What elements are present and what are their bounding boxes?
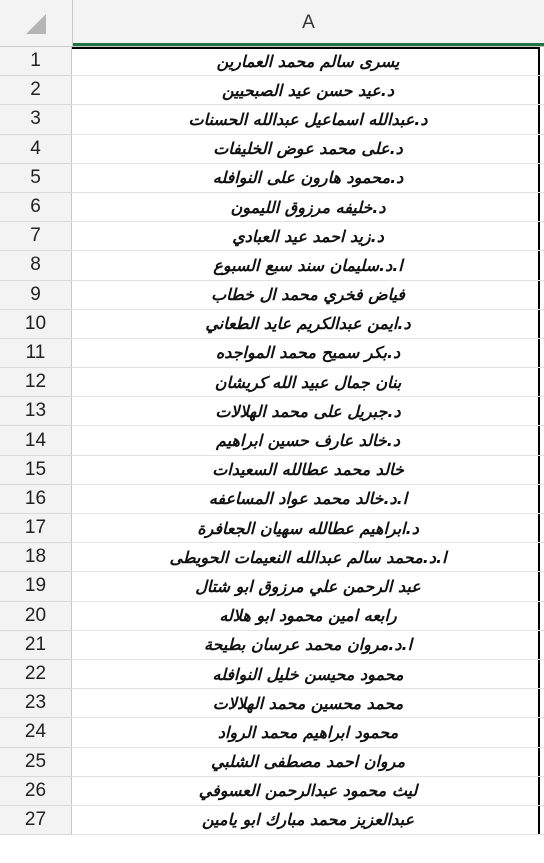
sheet-row: [0, 251, 544, 280]
sheet-row: [0, 689, 544, 718]
row-header[interactable]: 5: [0, 164, 72, 193]
row-header[interactable]: 11: [0, 339, 72, 368]
sheet-row: [0, 426, 544, 455]
cell-value: ا.د.مروان محمد عرسان بطيحة: [203, 635, 413, 655]
sheet-row: [0, 602, 544, 631]
cell-a[interactable]: [72, 397, 544, 426]
sheet-row: [0, 806, 544, 835]
cell-a[interactable]: [72, 660, 544, 689]
cell-value: د.عيد حسن عيد الصبحيين: [222, 80, 394, 100]
cell-value: د.عبدالله اسماعيل عبدالله الحسنات: [188, 109, 428, 129]
cell-value: ا.د.سليمان سند سبع السبوع: [213, 255, 403, 275]
cell-a[interactable]: [72, 602, 544, 631]
cell-value: د.محمود هارون على النوافله: [212, 168, 404, 188]
cell-value: عبدالعزيز محمد مبارك ابو يامين: [202, 810, 415, 830]
cell-a[interactable]: [72, 718, 544, 747]
cell-value: د.ايمن عبدالكريم عايد الطعاني: [205, 314, 411, 334]
cell-value: فياض فخري محمد ال خطاب: [211, 285, 405, 305]
cell-value: مروان احمد مصطفى الشلبي: [210, 752, 406, 772]
cell-value: رابعه امين محمود ابو هلاله: [219, 606, 397, 626]
sheet-row: [0, 660, 544, 689]
cell-a[interactable]: [72, 631, 544, 660]
row-header[interactable]: 16: [0, 485, 72, 514]
cell-value: ا.د.خالد محمد عواد المساعفه: [208, 489, 408, 509]
cell-value: يسرى سالم محمد العمارين: [216, 51, 400, 71]
cell-value: محمود محيسن خليل النوافله: [212, 664, 404, 684]
row-header[interactable]: 17: [0, 514, 72, 543]
row-header[interactable]: 13: [0, 397, 72, 426]
cell-value: محمود ابراهيم محمد الرواد: [217, 722, 399, 742]
column-header-selection-indicator: [73, 43, 544, 46]
row-header[interactable]: 22: [0, 660, 72, 689]
row-header[interactable]: 23: [0, 689, 72, 718]
cell-a[interactable]: [72, 689, 544, 718]
cell-value: محمد محسين محمد الهلالات: [212, 693, 404, 713]
sheet-row: [0, 368, 544, 397]
cell-a[interactable]: [72, 310, 544, 339]
sheet-row: [0, 397, 544, 426]
sheet-row: [0, 222, 544, 251]
sheet-row: [0, 105, 544, 134]
row-header[interactable]: 8: [0, 251, 72, 280]
cell-value: د.جبريل على محمد الهلالات: [215, 401, 401, 421]
sheet-row: [0, 572, 544, 601]
cell-a[interactable]: [72, 164, 544, 193]
cell-a[interactable]: [72, 806, 544, 835]
row-header[interactable]: 14: [0, 426, 72, 455]
row-header[interactable]: 21: [0, 631, 72, 660]
cell-a[interactable]: [72, 543, 544, 572]
cell-a[interactable]: [72, 368, 544, 397]
row-header[interactable]: 27: [0, 806, 72, 835]
cell-value: بنان جمال عبيد الله كريشان: [214, 372, 402, 392]
cell-value: عبد الرحمن علي مرزوق ابو شتال: [195, 576, 421, 596]
cell-a[interactable]: [72, 426, 544, 455]
cell-a[interactable]: [72, 105, 544, 134]
sheet-row: [0, 47, 544, 76]
select-all-corner[interactable]: [0, 0, 73, 46]
cell-a[interactable]: [72, 193, 544, 222]
cell-value: د.على محمد عوض الخليفات: [213, 139, 403, 159]
row-header[interactable]: 4: [0, 135, 72, 164]
sheet-row: [0, 76, 544, 105]
cell-a[interactable]: [72, 456, 544, 485]
cell-a[interactable]: [72, 222, 544, 251]
sheet-row: [0, 456, 544, 485]
row-header[interactable]: 7: [0, 222, 72, 251]
sheet-grid: [0, 47, 544, 835]
cell-a[interactable]: [72, 777, 544, 806]
row-header[interactable]: 12: [0, 368, 72, 397]
cell-a[interactable]: [72, 251, 544, 280]
sheet-row: [0, 718, 544, 747]
row-header[interactable]: 26: [0, 777, 72, 806]
select-all-triangle-icon: [26, 14, 46, 34]
sheet-row: [0, 485, 544, 514]
cell-a[interactable]: [72, 135, 544, 164]
cell-a[interactable]: [72, 281, 544, 310]
cell-a[interactable]: [72, 485, 544, 514]
cell-a[interactable]: [72, 339, 544, 368]
cell-a[interactable]: [72, 76, 544, 105]
sheet-row: [0, 281, 544, 310]
cell-value: د.زيد احمد عيد العبادي: [232, 226, 384, 246]
row-header[interactable]: 9: [0, 281, 72, 310]
row-header[interactable]: 15: [0, 456, 72, 485]
row-header[interactable]: 6: [0, 193, 72, 222]
cell-a[interactable]: [72, 514, 544, 543]
cell-value: خالد محمد عطالله السعيدات: [212, 460, 404, 480]
cell-value: ليث محمود عبدالرحمن العسوفي: [198, 781, 418, 801]
sheet-row: [0, 631, 544, 660]
sheet-row: [0, 777, 544, 806]
cell-value: د.بكر سميح محمد المواجده: [215, 343, 401, 363]
sheet-row: [0, 164, 544, 193]
column-header-a[interactable]: A: [73, 0, 544, 46]
row-header[interactable]: 1: [0, 47, 72, 76]
cell-a[interactable]: [72, 748, 544, 777]
row-header[interactable]: 2: [0, 76, 72, 105]
sheet-header: [0, 0, 544, 47]
row-header[interactable]: 25: [0, 748, 72, 777]
cell-value: ا.د.محمد سالم عبدالله النعيمات الحويطى: [169, 547, 447, 567]
sheet-row: [0, 310, 544, 339]
row-header[interactable]: 3: [0, 105, 72, 134]
cell-value: د.خليفه مرزوق الليمون: [230, 197, 386, 217]
row-header[interactable]: 18: [0, 543, 72, 572]
row-header[interactable]: 19: [0, 572, 72, 601]
cell-a[interactable]: [72, 572, 544, 601]
sheet-row: [0, 339, 544, 368]
row-header[interactable]: 24: [0, 718, 72, 747]
sheet-row: [0, 543, 544, 572]
sheet-row: [0, 193, 544, 222]
sheet-row: [0, 748, 544, 777]
row-header[interactable]: 20: [0, 602, 72, 631]
sheet-row: [0, 514, 544, 543]
row-header[interactable]: 10: [0, 310, 72, 339]
cell-a[interactable]: [72, 47, 544, 76]
cell-value: د.ابراهيم عطالله سهيان الجعافرة: [197, 518, 419, 538]
cell-value: د.خالد عارف حسين ابراهيم: [216, 431, 400, 451]
sheet-row: [0, 135, 544, 164]
